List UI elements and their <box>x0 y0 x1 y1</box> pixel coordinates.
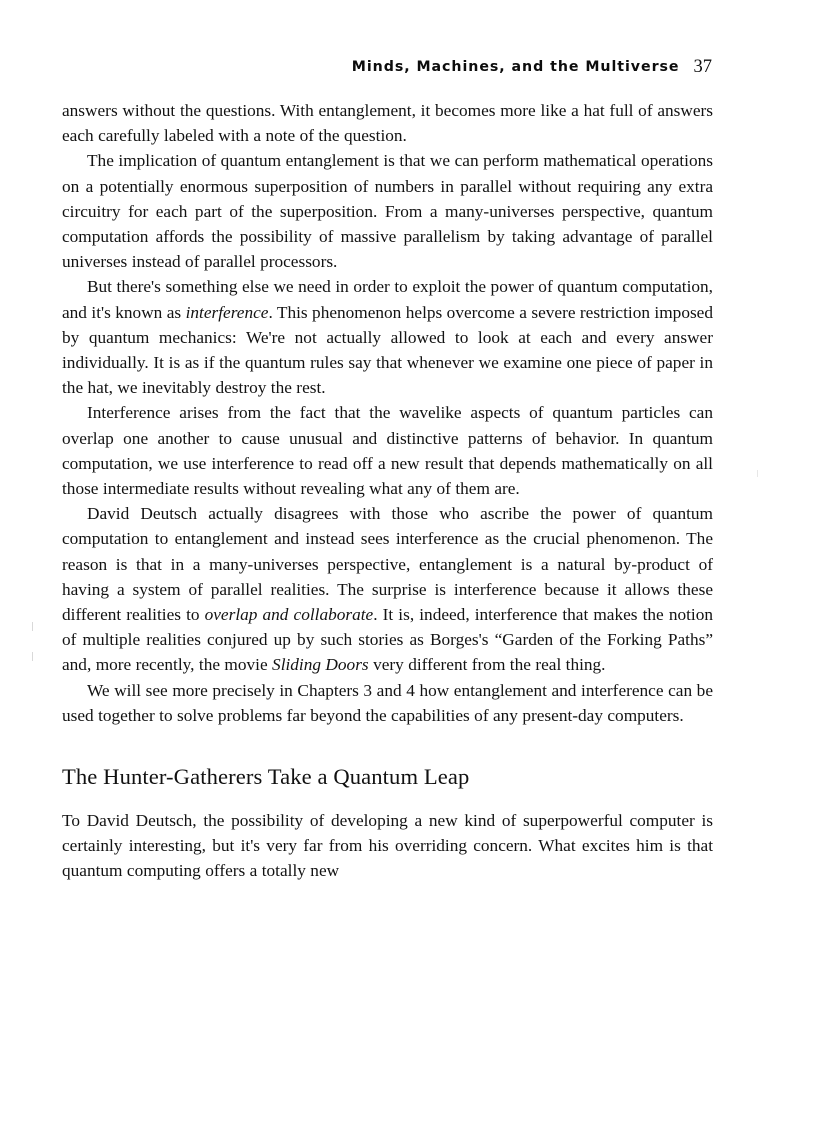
page-number: 37 <box>693 57 712 77</box>
running-head <box>62 56 712 77</box>
emphasis-text: interference <box>185 302 269 322</box>
body-paragraphs <box>62 98 713 728</box>
emphasis-text: Sliding Doors <box>272 655 369 675</box>
scan-speckle <box>757 470 758 477</box>
section-paragraphs <box>62 808 713 884</box>
para-superpowerful: To David Deutsch, the possibility of developing a new kind of superpowerful computer is certainly interesting, but it's very far from his overriding concern. What excites him is that quantum computing offers a totally new <box>62 811 713 881</box>
para-interference-intro: But there's something else we need in order to exploit the power of quantum computation, and it's known as interference. This phenomenon helps overcome a severe restriction imposed by quantum mechanics: We're not actually allowed to look at each and every answer individually. It is as if the quantum rules say that whenever we examine one piece of paper in the hat, we inevitably destroy the rest. <box>62 277 713 398</box>
scan-speckle <box>32 622 33 631</box>
para-deutsch: David Deutsch actually disagrees with those who ascribe the power of quantum computation to entanglement and instead sees interference as the crucial phenomenon. The reason is that in a many-universes perspective, entanglement is a natural by-product of having a system of parallel realities. The surprise is interference because it allows these different realities to overlap and collaborate. It is, indeed, interference that makes the notion of multiple realities conjured up by such stories as Borges's “Garden of the Forking Paths” and, more recently, the movie Sliding Doors very different from the real thing. <box>62 504 713 675</box>
running-head-title: Minds, Machines, and the Multiverse <box>351 59 680 75</box>
text-column <box>62 98 713 884</box>
para-answers: answers without the questions. With entanglement, it becomes more like a hat full of answers each carefully labeled with a note of the question. <box>62 101 713 146</box>
para-chapters: We will see more precisely in Chapters 3 and 4 how entanglement and interference can be used together to solve problems far beyond the capabilities of any present-day computers. <box>62 680 713 725</box>
emphasis-text: overlap and collaborate <box>204 605 374 625</box>
scan-speckle <box>32 652 33 661</box>
para-implication: The implication of quantum entanglement is that we can perform mathematical operations on a potentially enormous superposition of numbers in parallel without requiring any extra circuitry for each part of the superposition. From a many-universes perspective, quantum computation affords the possibility of massive parallelism by taking advantage of parallel universes instead of parallel processors. <box>62 151 713 272</box>
para-interference-arises: Interference arises from the fact that the wavelike aspects of quantum particles can overlap one another to cause unusual and distinctive patterns of behavior. In quantum computation, we use interference to read off a new result that depends mathematically on all those intermediate results without revealing what any of them are. <box>62 403 713 499</box>
section-heading: The Hunter-Gatherers Take a Quantum Leap <box>62 764 470 790</box>
